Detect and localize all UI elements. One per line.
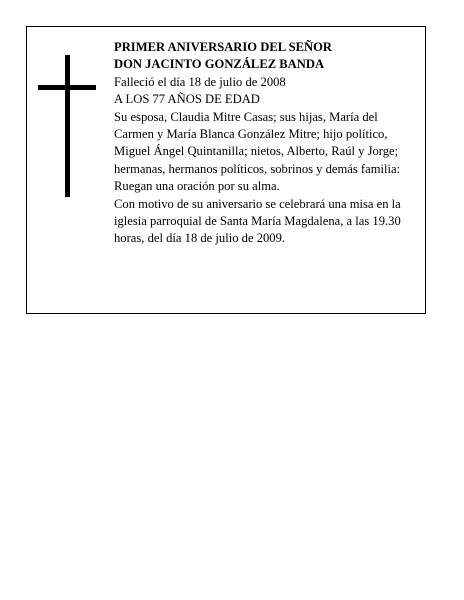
cross-icon xyxy=(38,55,96,197)
obituary-notice xyxy=(26,26,426,314)
notice-text xyxy=(114,39,420,248)
mass-info: Con motivo de su aniversario se celebrará una misa en la iglesia parroquial de Santa María Magdalena, a las 19.30 horas, del día 18 de julio de 2009. xyxy=(114,196,401,246)
cross-horizontal-bar xyxy=(38,85,96,90)
prayer-request: Ruegan una oración por su alma. xyxy=(114,179,280,194)
notice-title-line-2: DON JACINTO GONZÁLEZ BANDA xyxy=(114,57,325,72)
age-at-death: A LOS 77 AÑOS DE EDAD xyxy=(114,92,260,107)
family-members: Su esposa, Claudia Mitre Casas; sus hijas, María del Carmen y María Blanca González Mitre; hijo político, Miguel Ángel Quintanilla; nietos, Alberto, Raúl y Jorge; hermanas, hermanos políticos, sobrinos y demás familia: xyxy=(114,109,401,176)
cross-vertical-bar xyxy=(65,55,70,197)
notice-title-line-1: PRIMER ANIVERSARIO DEL SEÑOR xyxy=(114,40,332,54)
death-date: Falleció el día 18 de julio de 2008 xyxy=(114,74,286,89)
